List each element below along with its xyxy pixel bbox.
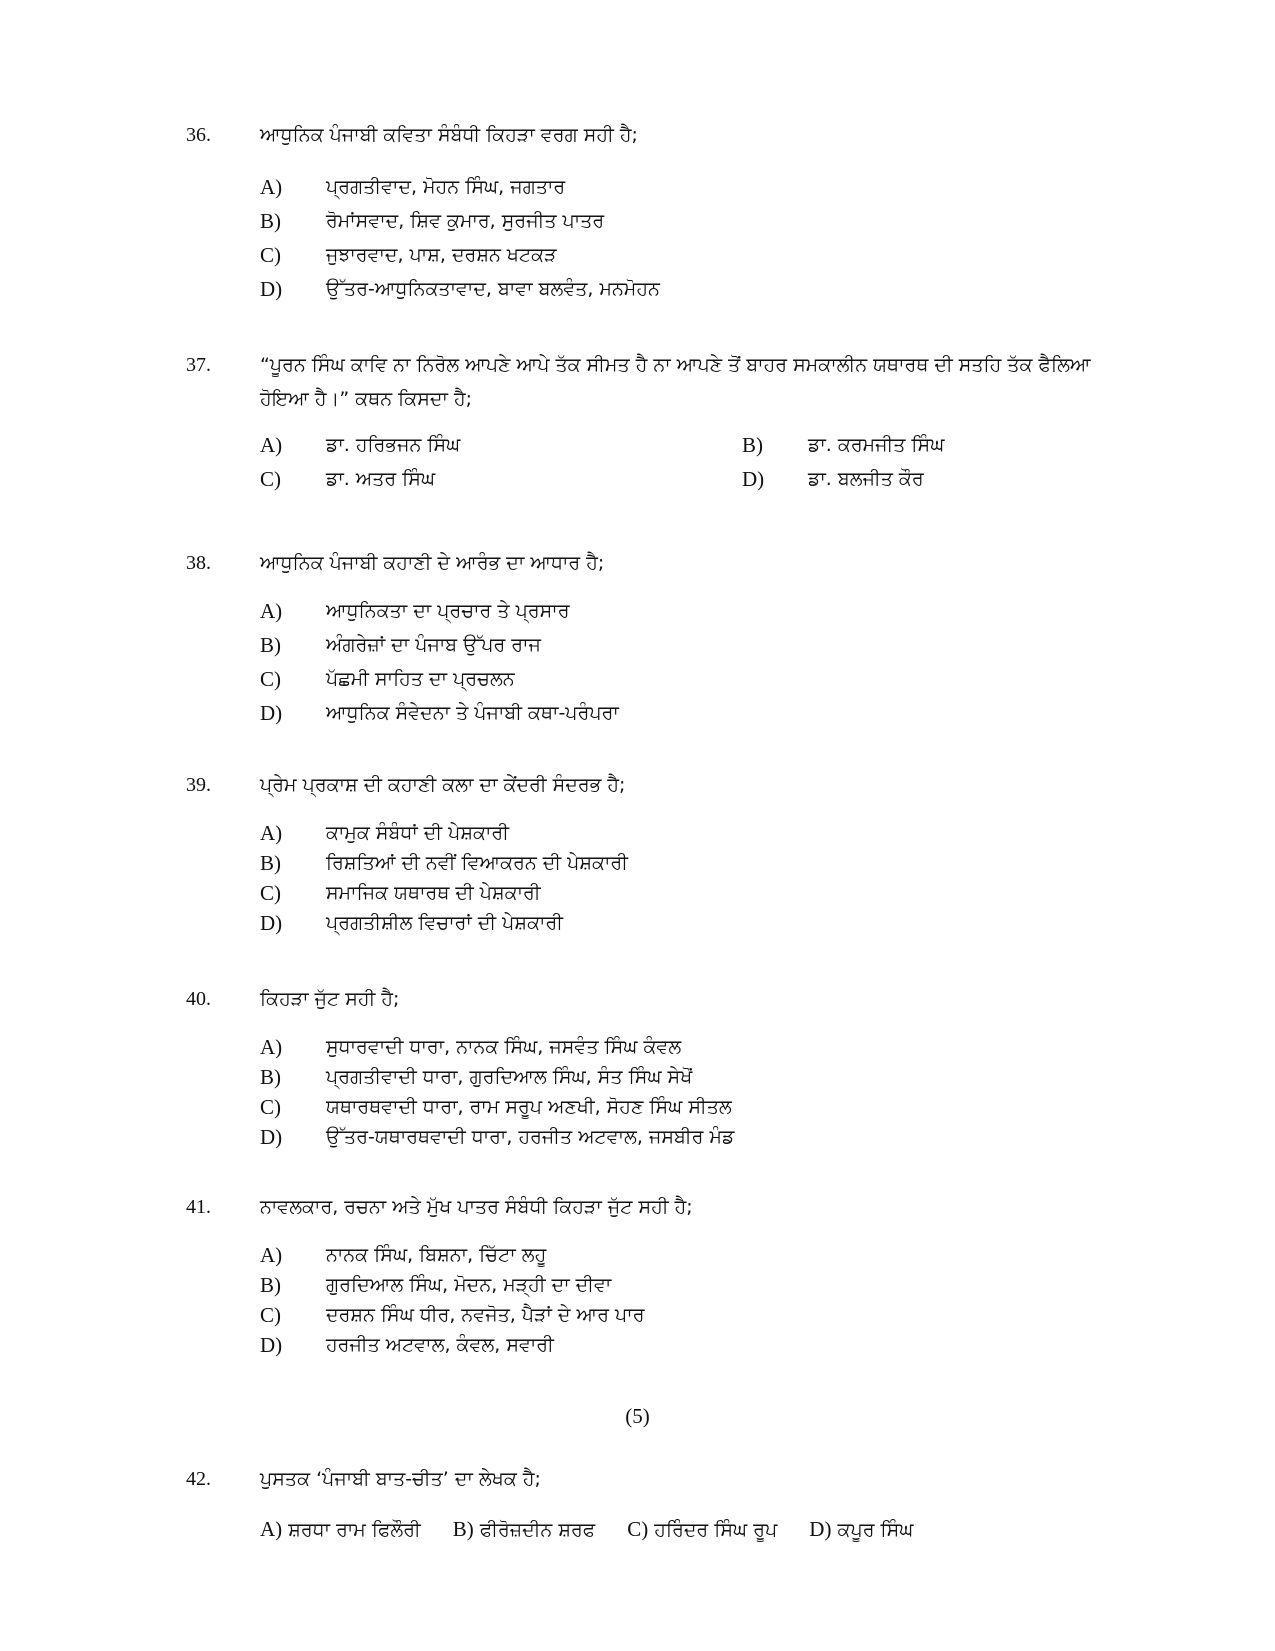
option-text: ਉੱਤਰ-ਆਧੁਨਿਕਤਾਵਾਦ, ਬਾਵਾ ਬਲਵੰਤ, ਮਨਮੋਹਨ [326,278,660,300]
option-label: A) [260,1035,283,1059]
option-label: D) [742,467,765,491]
inline-options [260,1514,939,1545]
option-text: ਹਰਜੀਤ ਅਟਵਾਲ, ਕੰਵਲ, ਸਵਾਰੀ [326,1334,554,1356]
option-text: ਗੁਰਦਿਆਲ ਸਿੰਘ, ਮੋਦਨ, ਮੜ੍ਹੀ ਦਾ ਦੀਵਾ [326,1274,612,1296]
option-label: D) [809,1517,832,1541]
option-label: B) [742,433,763,457]
option-text: ਯਥਾਰਥਵਾਦੀ ਧਾਰਾ, ਰਾਮ ਸਰੂਪ ਅਣਖੀ, ਸੋਹਣ ਸਿੰਘ ਸੀਤਲ [326,1096,732,1118]
option-b[interactable] [453,1519,595,1541]
option-text: ਰੋਮਾਂਸਵਾਦ, ਸ਼ਿਵ ਕੁਮਾਰ, ਸੁਰਜੀਤ ਪਾਤਰ [326,210,605,232]
option-text: ਆਧੁਨਿਕਤਾ ਦਾ ਪ੍ਰਚਾਰ ਤੇ ਪ੍ਰਸਾਰ [326,600,570,622]
question-text: ਨਾਵਲਕਾਰ, ਰਚਨਾ ਅਤੇ ਮੁੱਖ ਪਾਤਰ ਸੰਬੰਧੀ ਕਿਹੜਾ ਜੁੱਟ ਸਹੀ ਹੈ; [260,1196,693,1218]
question-number: 38. [186,552,211,574]
question-number: 37. [186,354,211,376]
option-text: ਸ਼ਰਧਾ ਰਾਮ ਫਿਲੌਰੀ [288,1519,421,1541]
question-text: ਆਧੁਨਿਕ ਪੰਜਾਬੀ ਕਵਿਤਾ ਸੰਬੰਧੀ ਕਿਹੜਾ ਵਰਗ ਸਹੀ ਹੈ; [260,124,638,146]
option-d[interactable] [809,1519,913,1541]
option-text: ਡਾ. ਅਤਰ ਸਿੰਘ [326,468,436,490]
question-text: “ਪੂਰਨ ਸਿੰਘ ਕਾਵਿ ਨਾ ਨਿਰੋਲ ਆਪਣੇ ਆਪੇ ਤੱਕ ਸੀਮਤ ਹੈ ਨਾ ਆਪਣੇ ਤੋਂ ਬਾਹਰ ਸਮਕਾਲੀਨ ਯਥਾਰਥ ਦੀ ਸਤਹਿ ਤੱਕ ਫੈਲਿਆ ਹੋਇਆ ਹੈ।” ਕਥਨ ਕਿਸਦਾ ਹੈ; [260,354,1091,410]
option-text: ਉੱਤਰ-ਯਥਾਰਥਵਾਦੀ ਧਾਰਾ, ਹਰਜੀਤ ਅਟਵਾਲ, ਜਸਬੀਰ ਮੰਡ [326,1126,735,1148]
option-text: ਡਾ. ਕਰਮਜੀਤ ਸਿੰਘ [808,434,945,456]
option-label: D) [260,701,283,725]
option-label: B) [452,1517,474,1541]
option-text: ਪ੍ਰਗਤੀਵਾਦ, ਮੋਹਨ ਸਿੰਘ, ਜਗਤਾਰ [326,176,566,198]
option-text: ਆਧੁਨਿਕ ਸੰਵੇਦਨਾ ਤੇ ਪੰਜਾਬੀ ਕਥਾ-ਪਰੰਪਰਾ [326,702,619,724]
option-label: A) [260,433,283,457]
option-label: B) [260,1273,281,1297]
option-label: C) [260,881,281,905]
option-text: ਡਾ. ਹਰਿਭਜਨ ਸਿੰਘ [326,434,461,456]
option-label: B) [260,209,281,233]
option-label: D) [260,1333,283,1357]
option-label: D) [260,911,283,935]
option-label: B) [260,851,281,875]
option-label: C) [260,1095,281,1119]
question-number: 40. [186,988,211,1010]
option-label: A) [260,1517,283,1541]
option-text: ਜੁਝਾਰਵਾਦ, ਪਾਸ਼, ਦਰਸ਼ਨ ਖਟਕੜ [326,244,557,266]
option-text: ਹਰਿੰਦਰ ਸਿੰਘ ਰੂਪ [654,1519,778,1541]
option-text: ਸਮਾਜਿਕ ਯਥਾਰਥ ਦੀ ਪੇਸ਼ਕਾਰੀ [326,882,541,904]
option-text: ਪ੍ਰਗਤੀਸ਼ੀਲ ਵਿਚਾਰਾਂ ਦੀ ਪੇਸ਼ਕਾਰੀ [326,912,563,934]
option-label: C) [260,243,281,267]
option-text: ਕਪੂਰ ਸਿੰਘ [837,1519,914,1541]
option-text: ਡਾ. ਬਲਜੀਤ ਕੌਰ [808,468,924,490]
question-text: ਪੁਸਤਕ ‘ਪੰਜਾਬੀ ਬਾਤ-ਚੀਤ’ ਦਾ ਲੇਖਕ ਹੈ; [260,1468,541,1490]
option-label: C) [627,1517,649,1541]
option-a[interactable] [260,1519,421,1541]
page-number: (5) [625,1404,650,1428]
question-number: 36. [186,124,211,146]
option-label: B) [260,633,281,657]
option-text: ਦਰਸ਼ਨ ਸਿੰਘ ਧੀਰ, ਨਵਜੋਤ, ਪੈੜਾਂ ਦੇ ਆਰ ਪਾਰ [326,1304,645,1326]
question-text: ਪ੍ਰੇਮ ਪ੍ਰਕਾਸ਼ ਦੀ ਕਹਾਣੀ ਕਲਾ ਦਾ ਕੇਂਦਰੀ ਸੰਦਰਭ ਹੈ; [260,774,626,796]
question-number: 41. [186,1196,211,1218]
option-label: C) [260,667,281,691]
option-label: A) [260,599,283,623]
option-label: D) [260,1125,283,1149]
option-text: ਕਾਮੁਕ ਸੰਬੰਧਾਂ ਦੀ ਪੇਸ਼ਕਾਰੀ [326,822,509,844]
option-text: ਸੁਧਾਰਵਾਦੀ ਧਾਰਾ, ਨਾਨਕ ਸਿੰਘ, ਜਸਵੰਤ ਸਿੰਘ ਕੰਵਲ [326,1036,682,1058]
option-text: ਪੱਛਮੀ ਸਾਹਿਤ ਦਾ ਪ੍ਰਚਲਨ [326,668,515,690]
option-label: A) [260,821,283,845]
option-label: A) [260,175,283,199]
option-label: C) [260,1303,281,1327]
question-text: ਆਧੁਨਿਕ ਪੰਜਾਬੀ ਕਹਾਣੀ ਦੇ ਆਰੰਭ ਦਾ ਆਧਾਰ ਹੈ; [260,552,605,574]
option-text: ਫੀਰੋਜ਼ਦੀਨ ਸ਼ਰਫ [479,1519,596,1541]
option-c[interactable] [627,1519,777,1541]
question-text: ਕਿਹੜਾ ਜੁੱਟ ਸਹੀ ਹੈ; [260,988,400,1010]
option-label: A) [260,1243,283,1267]
option-label: C) [260,467,281,491]
question-number: 39. [186,774,211,796]
option-text: ਪ੍ਰਗਤੀਵਾਦੀ ਧਾਰਾ, ਗੁਰਦਿਆਲ ਸਿੰਘ, ਸੰਤ ਸਿੰਘ ਸੇਖੋਂ [326,1066,693,1088]
option-label: D) [260,277,283,301]
option-text: ਰਿਸ਼ਤਿਆਂ ਦੀ ਨਵੀਂ ਵਿਆਕਰਨ ਦੀ ਪੇਸ਼ਕਾਰੀ [326,852,628,874]
option-text: ਨਾਨਕ ਸਿੰਘ, ਬਿਸ਼ਨਾ, ਚਿੱਟਾ ਲਹੂ [326,1244,547,1266]
option-label: B) [260,1065,281,1089]
question-number: 42. [186,1468,211,1490]
option-text: ਅੰਗਰੇਜ਼ਾਂ ਦਾ ਪੰਜਾਬ ਉੱਪਰ ਰਾਜ [326,634,541,656]
